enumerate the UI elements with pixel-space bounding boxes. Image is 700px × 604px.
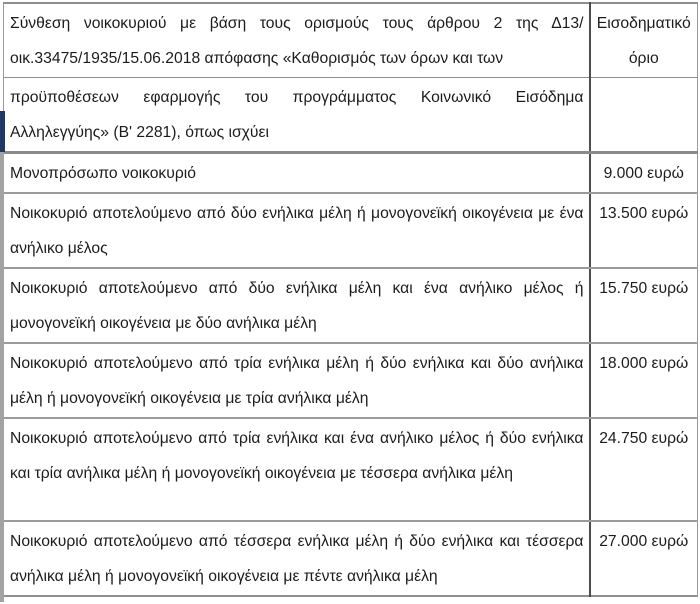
income-limits-table xyxy=(3,2,698,597)
income-limit-value: 27.000 ευρώ xyxy=(599,533,689,550)
left-gray-bar xyxy=(0,152,4,602)
income-limit-value: 24.750 ευρώ xyxy=(590,418,698,521)
household-description: Νοικοκυριό αποτελούμενο από δύο ενήλικα μέλη ή μονογονεϊκή οικογένεια με ένα ανήλικο μέλος xyxy=(4,193,590,268)
table-row xyxy=(4,418,698,521)
table-row xyxy=(4,343,698,418)
header-household-composition-part1: Σύνθεση νοικοκυριού με βάση τους ορισμούς τους άρθρου 2 της Δ13/οικ.33475/1935/15.06.2018 απόφασης «Καθορισμός των όρων και των xyxy=(4,3,590,78)
income-limit-value: 15.750 ευρώ xyxy=(590,268,698,343)
income-limit-value: 9.000 ευρώ xyxy=(590,153,698,194)
table-row xyxy=(4,268,698,343)
household-description: Νοικοκυριό αποτελούμενο από δύο ενήλικα μέλη και ένα ανήλικο μέλος ή μονογονεϊκή οικογένεια με δύο ανήλικα μέλη xyxy=(4,268,590,343)
left-navy-bar xyxy=(0,111,5,152)
table-row xyxy=(4,521,698,596)
household-description: Νοικοκυριό αποτελούμενο από τέσσερα ενήλικα μέλη ή δύο ενήλικα και τέσσερα ανήλικα μέλη ή μονογονεϊκή οικογένεια με πέντε ανήλικα μέλη xyxy=(4,521,590,596)
table-row xyxy=(4,153,698,194)
income-limit-value: 13.500 ευρώ xyxy=(590,193,698,268)
header-household-composition-part2: προϋποθέσεων εφαρμογής του προγράμματος Κοινωνικό Εισόδημα Αλληλεγγύης» (Β' 2281), όπως ισχύει xyxy=(4,78,590,153)
header-income-limit: Εισοδηματικό όριο xyxy=(590,3,698,78)
income-limit-value: 18.000 ευρώ xyxy=(590,343,698,418)
table-header-row xyxy=(4,3,698,78)
household-description: Νοικοκυριό αποτελούμενο από τρία ενήλικα μέλη ή δύο ενήλικα και δύο ανήλικα μέλη ή μονογονεϊκή οικογένεια με τρία ανήλικα μέλη xyxy=(4,343,590,418)
household-description: Νοικοκυριό αποτελούμενο από τρία ενήλικα και ένα ανήλικο μέλος ή δύο ενήλικα και τρία ανήλικα μέλη ή μονογονεϊκή οικογένεια με τέσσερα ανήλικα μέλη xyxy=(4,418,590,521)
table-row xyxy=(4,193,698,268)
household-description: Μονοπρόσωπο νοικοκυριό xyxy=(4,153,590,194)
header-empty-cell xyxy=(590,78,698,153)
table-header-continuation-row xyxy=(4,78,698,153)
